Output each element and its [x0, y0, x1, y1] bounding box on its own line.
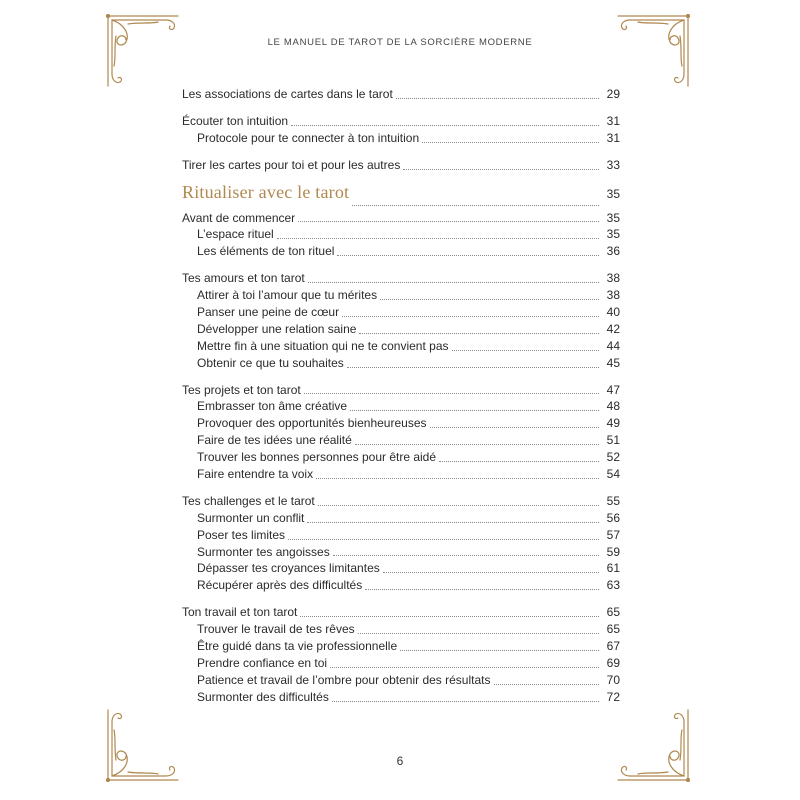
- toc-dot-leader: [300, 615, 599, 617]
- toc-page-number: 48: [606, 399, 620, 414]
- toc-dot-leader: [359, 332, 599, 334]
- toc-page-number: 35: [606, 186, 620, 201]
- toc-dot-leader: [316, 477, 599, 479]
- toc-page-number: 54: [606, 467, 620, 482]
- toc-dot-leader: [396, 97, 599, 99]
- toc-entry-title: Tes projets et ton tarot: [182, 382, 301, 397]
- toc-dot-leader: [352, 204, 599, 206]
- ornament-corner-bottom-left-icon: [106, 704, 184, 782]
- toc-dot-leader: [400, 649, 599, 651]
- ornament-corner-top-left-icon: [106, 14, 184, 92]
- toc-section-entry[interactable]: [182, 338, 620, 355]
- toc-part-heading[interactable]: [182, 181, 620, 210]
- toc-dot-leader: [332, 700, 599, 702]
- toc-gap: [182, 594, 620, 604]
- toc-gap: [182, 260, 620, 270]
- toc-section-entry[interactable]: [182, 466, 620, 483]
- toc-section-entry[interactable]: [182, 226, 620, 243]
- toc-page-number: 33: [606, 157, 620, 172]
- toc-dot-leader: [342, 315, 599, 317]
- toc-page-number: 55: [606, 493, 620, 508]
- ornament-corner-top-right-icon: [612, 14, 690, 92]
- toc-page-number: 51: [606, 433, 620, 448]
- toc-section-entry[interactable]: [182, 432, 620, 449]
- toc-dot-leader: [365, 588, 599, 590]
- toc-dot-leader: [350, 409, 599, 411]
- toc-entry-title: Trouver le travail de tes rêves: [197, 622, 355, 637]
- toc-page-number: 69: [606, 655, 620, 670]
- toc-entry-title: Surmonter un conflit: [197, 510, 305, 525]
- toc-dot-leader: [403, 168, 599, 170]
- toc-entry-title: Ton travail et ton tarot: [182, 605, 298, 620]
- toc-page-number: 31: [606, 130, 620, 145]
- toc-entry-title: Surmonter tes angoisses: [197, 544, 330, 559]
- toc-page-number: 70: [606, 672, 620, 687]
- toc-page-number: 47: [606, 382, 620, 397]
- toc-gap: [182, 147, 620, 157]
- toc-entry-title: Attirer à toi l’amour que tu mérites: [197, 288, 378, 303]
- toc-dot-leader: [308, 281, 599, 283]
- toc-entry-title: Prendre confiance en toi: [197, 655, 328, 670]
- toc-section-entry[interactable]: [182, 560, 620, 577]
- toc-page-number: 67: [606, 639, 620, 654]
- toc-dot-leader: [358, 632, 599, 634]
- toc-gap: [182, 483, 620, 493]
- toc-dot-leader: [330, 666, 599, 668]
- toc-entry-title: Surmonter des difficultés: [197, 689, 329, 704]
- toc-page-number: 38: [606, 271, 620, 286]
- toc-entry-title: Faire de tes idées une réalité: [197, 433, 352, 448]
- toc-entry-title: Dépasser tes croyances limitantes: [197, 561, 380, 576]
- toc-page-number: 38: [606, 288, 620, 303]
- toc-entry-title: Ritualiser avec le tarot: [182, 181, 350, 202]
- toc-page-number: 42: [606, 321, 620, 336]
- toc-entry-title: Tirer les cartes pour toi et pour les autres: [182, 157, 401, 172]
- toc-entry-title: Les associations de cartes dans le tarot: [182, 87, 393, 101]
- toc-gap: [182, 372, 620, 382]
- toc-section-entry[interactable]: [182, 544, 620, 561]
- toc-dot-leader: [452, 349, 600, 351]
- toc-dot-leader: [347, 366, 599, 368]
- toc-entry-title: Trouver les bonnes personnes pour être aidé: [197, 450, 437, 465]
- toc-section-entry[interactable]: [182, 655, 620, 672]
- toc-page-number: 72: [606, 689, 620, 704]
- toc-section-entry[interactable]: [182, 355, 620, 372]
- toc-chapter-entry[interactable]: [182, 86, 620, 103]
- toc-section-entry[interactable]: [182, 621, 620, 638]
- toc-page-number: 40: [606, 305, 620, 320]
- toc-section-entry[interactable]: [182, 130, 620, 147]
- toc-chapter-entry[interactable]: [182, 113, 620, 130]
- toc-page-number: 49: [606, 416, 620, 431]
- toc-page-number: 57: [606, 527, 620, 542]
- toc-entry-title: Tes amours et ton tarot: [182, 271, 305, 286]
- toc-dot-leader: [422, 141, 599, 143]
- toc-entry-title: Poser tes limites: [197, 527, 286, 542]
- toc-section-entry[interactable]: [182, 415, 620, 432]
- toc-page-number: 61: [606, 561, 620, 576]
- toc-section-entry[interactable]: [182, 398, 620, 415]
- toc-entry-title: Développer une relation saine: [197, 321, 357, 336]
- toc-page-number: 31: [606, 113, 620, 128]
- toc-entry-title: Mettre fin à une situation qui ne te convient pas: [197, 338, 449, 353]
- toc-gap: [182, 103, 620, 113]
- toc-chapter-entry[interactable]: [182, 210, 620, 227]
- toc-section-entry[interactable]: [182, 449, 620, 466]
- toc-chapter-entry[interactable]: [182, 157, 620, 174]
- toc-dot-leader: [333, 554, 599, 556]
- toc-page-number: 35: [606, 210, 620, 225]
- toc-section-entry[interactable]: [182, 527, 620, 544]
- toc-page-number: 36: [606, 244, 620, 259]
- toc-entry-title: Embrasser ton âme créative: [197, 399, 348, 414]
- toc-entry-title: Avant de commencer: [182, 210, 296, 225]
- toc-dot-leader: [318, 504, 599, 506]
- toc-chapter-entry[interactable]: [182, 493, 620, 510]
- toc-entry-title: Protocole pour te connecter à ton intuition: [197, 130, 420, 145]
- toc-entry-title: Panser une peine de cœur: [197, 305, 340, 320]
- toc-section-entry[interactable]: [182, 638, 620, 655]
- toc-entry-title: Tes challenges et le tarot: [182, 493, 315, 508]
- toc-dot-leader: [304, 392, 599, 394]
- toc-dot-leader: [430, 426, 600, 428]
- ornament-corner-bottom-right-icon: [612, 704, 690, 782]
- toc-section-entry[interactable]: [182, 287, 620, 304]
- page-number: 6: [396, 754, 404, 768]
- toc-page-number: 56: [606, 510, 620, 525]
- toc-page-number: 35: [606, 227, 620, 242]
- toc-section-entry[interactable]: [182, 672, 620, 689]
- toc-dot-leader: [355, 443, 599, 445]
- toc-entry-title: Obtenir ce que tu souhaites: [197, 355, 344, 370]
- toc-dot-leader: [380, 298, 599, 300]
- toc-dot-leader: [383, 571, 599, 573]
- toc-section-entry[interactable]: [182, 510, 620, 527]
- toc-entry-title: Récupérer après des difficultés: [197, 578, 363, 593]
- toc-dot-leader: [337, 254, 599, 256]
- toc-entry-title: Patience et travail de l’ombre pour obtenir des résultats: [197, 672, 491, 687]
- toc-section-entry[interactable]: [182, 321, 620, 338]
- toc-chapter-entry[interactable]: [182, 382, 620, 399]
- running-head: LE MANUEL DE TAROT DE LA SORCIÈRE MODERNE: [267, 37, 533, 48]
- toc-dot-leader: [288, 538, 599, 540]
- toc-dot-leader: [307, 521, 599, 523]
- toc-page-number: 65: [606, 622, 620, 637]
- toc-chapter-entry[interactable]: [182, 604, 620, 621]
- toc-page-number: 59: [606, 544, 620, 559]
- toc-page-number: 65: [606, 605, 620, 620]
- toc-section-entry[interactable]: [182, 304, 620, 321]
- toc-page-number: 63: [606, 578, 620, 593]
- toc-section-entry[interactable]: [182, 577, 620, 594]
- toc-page-number: 29: [606, 87, 620, 101]
- toc-page-number: 52: [606, 450, 620, 465]
- toc-section-entry[interactable]: [182, 689, 620, 706]
- toc-page-number: 44: [606, 338, 620, 353]
- toc-entry-title: Provoquer des opportunités bienheureuses: [197, 416, 427, 431]
- toc-chapter-entry[interactable]: [182, 270, 620, 287]
- toc-page-number: 45: [606, 355, 620, 370]
- toc-entry-title: Les éléments de ton rituel: [197, 244, 335, 259]
- toc-dot-leader: [439, 460, 599, 462]
- toc-dot-leader: [494, 683, 600, 685]
- toc-dot-leader: [291, 124, 599, 126]
- toc-dot-leader: [298, 220, 599, 222]
- toc-entry-title: Écouter ton intuition: [182, 113, 289, 128]
- toc-section-entry[interactable]: [182, 243, 620, 260]
- toc-entry-title: L’espace rituel: [197, 227, 274, 242]
- toc-dot-leader: [277, 237, 599, 239]
- table-of-contents: [182, 86, 620, 706]
- toc-entry-title: Faire entendre ta voix: [197, 467, 314, 482]
- toc-entry-title: Être guidé dans ta vie professionnelle: [197, 639, 398, 654]
